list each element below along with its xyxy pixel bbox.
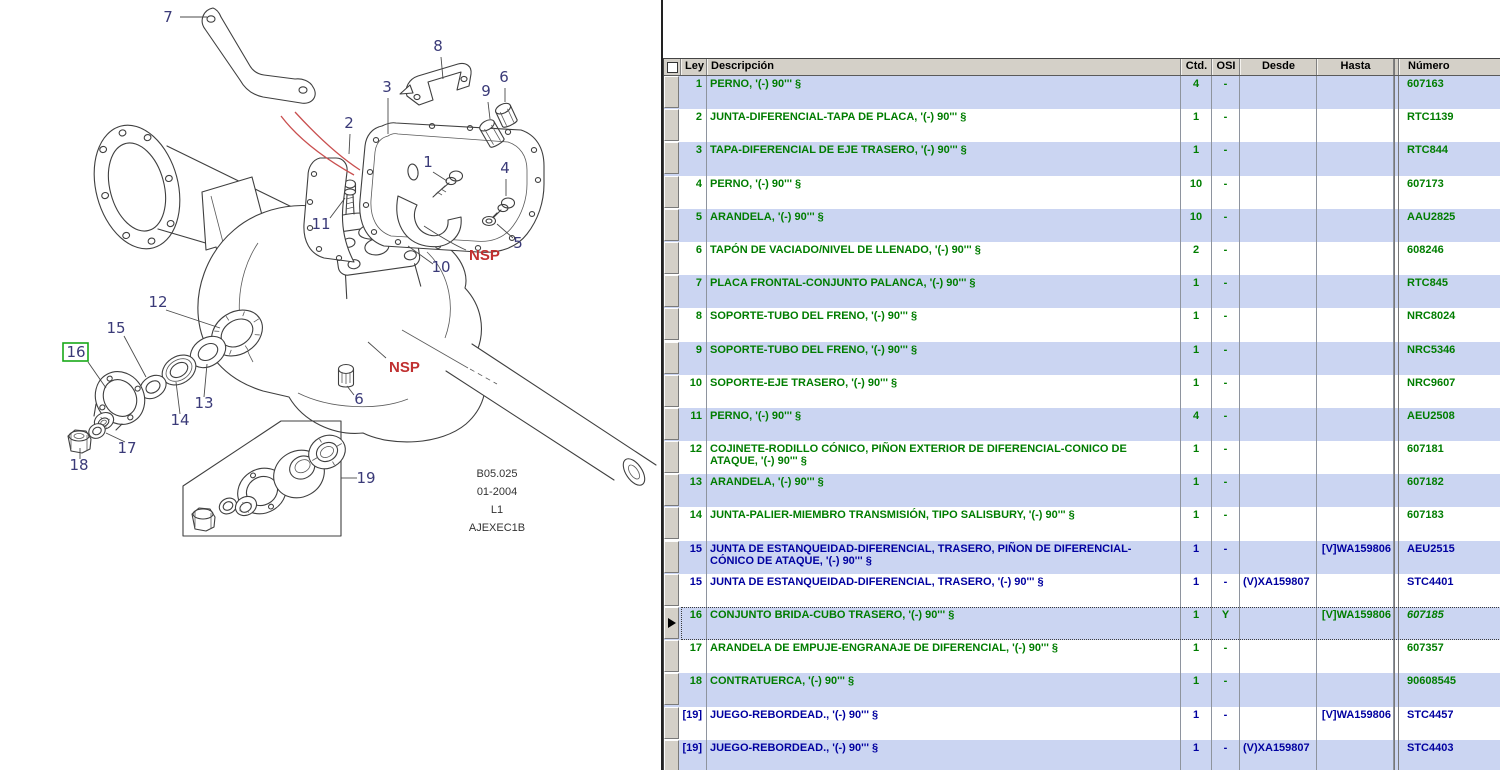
cell-desde <box>1240 308 1317 341</box>
cell-descripcion: SOPORTE-EJE TRASERO, '(-) 90''' § <box>707 375 1181 408</box>
cell-osi: - <box>1212 176 1240 209</box>
table-row[interactable] <box>664 673 1500 706</box>
cell-numero: RTC845 <box>1399 275 1500 308</box>
cell-hasta <box>1317 308 1394 341</box>
cell-osi: - <box>1212 740 1240 770</box>
row-gutter <box>664 541 681 574</box>
cell-numero: RTC844 <box>1399 142 1500 175</box>
callout-6-bottom[interactable]: 6 <box>354 390 364 408</box>
cell-descripcion: CONTRATUERCA, '(-) 90''' § <box>707 673 1181 706</box>
cell-ley: 3 <box>681 142 707 175</box>
part-locknut-18 <box>68 430 91 453</box>
cell-ctd: 1 <box>1181 142 1212 175</box>
header-hasta[interactable]: Hasta <box>1317 59 1394 75</box>
sheet-date: 01-2004 <box>476 486 518 498</box>
table-row[interactable] <box>664 507 1500 540</box>
sheet-line: L1 <box>490 504 504 516</box>
header-osi[interactable]: OSI <box>1212 59 1240 75</box>
cell-osi: - <box>1212 541 1240 574</box>
table-row[interactable] <box>664 176 1500 209</box>
table-row[interactable] <box>664 574 1500 607</box>
cell-numero: NRC5346 <box>1399 342 1500 375</box>
callout-4[interactable]: 4 <box>500 159 510 177</box>
row-selector-button[interactable] <box>664 607 679 639</box>
cell-desde <box>1240 242 1317 275</box>
cell-desde <box>1240 541 1317 574</box>
cell-ctd: 1 <box>1181 375 1212 408</box>
cell-hasta <box>1317 342 1394 375</box>
cell-numero: STC4457 <box>1399 707 1500 740</box>
table-row[interactable] <box>664 109 1500 142</box>
cell-osi: - <box>1212 707 1240 740</box>
cell-ley: 7 <box>681 275 707 308</box>
cell-ctd: 1 <box>1181 441 1212 474</box>
cell-osi: - <box>1212 142 1240 175</box>
cell-ley: 11 <box>681 408 707 441</box>
table-row[interactable] <box>664 441 1500 474</box>
cell-numero: 607357 <box>1399 640 1500 673</box>
row-selector-button[interactable] <box>664 408 679 440</box>
table-row[interactable] <box>664 242 1500 275</box>
row-selector-button[interactable] <box>664 541 679 573</box>
cell-descripcion: SOPORTE-TUBO DEL FRENO, '(-) 90''' § <box>707 342 1181 375</box>
header-descripcion[interactable]: Descripción <box>707 59 1181 75</box>
cell-numero: 90608545 <box>1399 673 1500 706</box>
row-gutter <box>664 76 681 109</box>
cell-descripcion: ARANDELA, '(-) 90''' § <box>707 474 1181 507</box>
row-gutter <box>664 142 681 175</box>
cell-osi: - <box>1212 441 1240 474</box>
cell-ley: 13 <box>681 474 707 507</box>
row-selector-button[interactable] <box>664 109 679 141</box>
cell-desde <box>1240 474 1317 507</box>
sheet-id: AJEXEC1B <box>468 522 526 534</box>
callout-9[interactable]: 9 <box>481 82 491 100</box>
cell-descripcion: COJINETE-RODILLO CÓNICO, PIÑON EXTERIOR DE DIFERENCIAL-CONICO DE ATAQUE, '(-) 90''' § <box>707 441 1181 474</box>
cell-desde <box>1240 441 1317 474</box>
cell-hasta: [V]WA159806 <box>1317 607 1394 640</box>
cell-ley: 8 <box>681 308 707 341</box>
part-flange-kit-19 <box>183 421 351 536</box>
cell-osi: - <box>1212 342 1240 375</box>
callout-10[interactable]: 10 <box>431 258 451 276</box>
cell-descripcion: JUNTA-PALIER-MIEMBRO TRANSMISIÓN, TIPO SALISBURY, '(-) 90''' § <box>707 507 1181 540</box>
cell-numero: 607183 <box>1399 507 1500 540</box>
cell-ctd: 1 <box>1181 607 1212 640</box>
cell-hasta <box>1317 109 1394 142</box>
row-selector-button[interactable] <box>664 242 679 274</box>
callout-16[interactable]: 16 <box>66 343 86 361</box>
cell-ley: 2 <box>681 109 707 142</box>
nsp-label-2: NSP <box>389 359 420 376</box>
row-gutter <box>664 441 681 474</box>
row-selector-button[interactable] <box>664 740 679 770</box>
callout-3[interactable]: 3 <box>382 78 392 96</box>
cell-numero: 607182 <box>1399 474 1500 507</box>
cell-osi: Y <box>1212 607 1240 640</box>
table-row[interactable] <box>664 209 1500 242</box>
cell-desde <box>1240 275 1317 308</box>
cell-descripcion: TAPÓN DE VACIADO/NIVEL DE LLENADO, '(-) 90''' § <box>707 242 1181 275</box>
cell-ley: 14 <box>681 507 707 540</box>
row-selector-button[interactable] <box>664 342 679 374</box>
select-all-checkbox[interactable] <box>667 62 678 73</box>
row-selector-button[interactable] <box>664 375 679 407</box>
cell-hasta <box>1317 176 1394 209</box>
row-gutter <box>664 574 681 607</box>
cell-hasta <box>1317 574 1394 607</box>
cell-numero: 608246 <box>1399 242 1500 275</box>
cell-ley: 4 <box>681 176 707 209</box>
part-rear-cover <box>360 123 544 253</box>
cell-ctd: 1 <box>1181 707 1212 740</box>
table-row[interactable] <box>664 275 1500 308</box>
cell-descripcion: SOPORTE-TUBO DEL FRENO, '(-) 90''' § <box>707 308 1181 341</box>
select-all-header[interactable] <box>664 59 681 75</box>
cell-hasta <box>1317 740 1394 770</box>
cell-descripcion: ARANDELA, '(-) 90''' § <box>707 209 1181 242</box>
cell-ctd: 1 <box>1181 640 1212 673</box>
cell-osi: - <box>1212 673 1240 706</box>
cell-osi: - <box>1212 408 1240 441</box>
cell-hasta <box>1317 640 1394 673</box>
row-selector-button[interactable] <box>664 308 679 340</box>
table-row[interactable] <box>664 474 1500 507</box>
cell-ley: [19] <box>681 707 707 740</box>
cell-osi: - <box>1212 109 1240 142</box>
cell-osi: - <box>1212 76 1240 109</box>
row-gutter <box>664 176 681 209</box>
cell-descripcion: JUNTA-DIFERENCIAL-TAPA DE PLACA, '(-) 90''' § <box>707 109 1181 142</box>
cell-ctd: 1 <box>1181 275 1212 308</box>
cell-ley: [19] <box>681 740 707 770</box>
cell-ley: 1 <box>681 76 707 109</box>
cell-ley: 6 <box>681 242 707 275</box>
row-gutter <box>664 242 681 275</box>
table-row[interactable] <box>664 541 1500 574</box>
cell-hasta: [V]WA159806 <box>1317 541 1394 574</box>
row-selector-button[interactable] <box>664 275 679 307</box>
cell-numero: NRC8024 <box>1399 308 1500 341</box>
parts-table-header <box>664 59 1500 76</box>
row-selector-button[interactable] <box>664 209 679 241</box>
part-filler-plug <box>494 101 518 128</box>
parts-table-body <box>664 76 1500 770</box>
cell-descripcion: PERNO, '(-) 90''' § <box>707 176 1181 209</box>
cell-numero: RTC1139 <box>1399 109 1500 142</box>
row-gutter <box>664 342 681 375</box>
diagram-footer <box>469 468 525 534</box>
row-selector-button[interactable] <box>664 707 679 739</box>
table-row[interactable] <box>664 375 1500 408</box>
table-row[interactable] <box>664 707 1500 740</box>
cell-ctd: 2 <box>1181 242 1212 275</box>
cell-hasta <box>1317 275 1394 308</box>
row-gutter <box>664 109 681 142</box>
row-gutter <box>664 640 681 673</box>
callout-14[interactable]: 14 <box>170 411 190 429</box>
callout-18[interactable]: 18 <box>69 456 89 474</box>
row-gutter <box>664 673 681 706</box>
cell-hasta <box>1317 142 1394 175</box>
row-selector-button[interactable] <box>664 640 679 672</box>
cell-desde <box>1240 673 1317 706</box>
part-washer-5 <box>483 217 496 226</box>
cell-hasta <box>1317 474 1394 507</box>
callout-12[interactable]: 12 <box>148 293 168 311</box>
row-gutter <box>664 209 681 242</box>
callout-5[interactable]: 5 <box>513 234 523 252</box>
table-row[interactable] <box>664 408 1500 441</box>
cell-ctd: 1 <box>1181 109 1212 142</box>
row-gutter <box>664 507 681 540</box>
cell-osi: - <box>1212 640 1240 673</box>
cell-ctd: 10 <box>1181 209 1212 242</box>
cell-numero: AEU2515 <box>1399 541 1500 574</box>
cell-numero: STC4403 <box>1399 740 1500 770</box>
row-selector-button[interactable] <box>664 441 679 473</box>
row-gutter <box>664 308 681 341</box>
cell-ctd: 1 <box>1181 342 1212 375</box>
cell-desde <box>1240 640 1317 673</box>
cell-numero: 607181 <box>1399 441 1500 474</box>
part-pipe-bracket <box>400 63 471 105</box>
header-desde[interactable]: Desde <box>1240 59 1317 75</box>
cell-ctd: 4 <box>1181 76 1212 109</box>
cell-desde <box>1240 209 1317 242</box>
row-gutter <box>664 408 681 441</box>
cell-ley: 16 <box>681 607 707 640</box>
row-selector-button[interactable] <box>664 507 679 539</box>
row-gutter <box>664 707 681 740</box>
callout-11[interactable]: 11 <box>311 215 331 233</box>
cell-desde <box>1240 375 1317 408</box>
row-selector-button[interactable] <box>664 142 679 174</box>
cell-ctd: 1 <box>1181 574 1212 607</box>
callout-13[interactable]: 13 <box>194 394 214 412</box>
callout-17[interactable]: 17 <box>117 439 137 457</box>
table-row[interactable] <box>664 607 1500 640</box>
cell-ley: 15 <box>681 541 707 574</box>
header-ctd[interactable]: Ctd. <box>1181 59 1212 75</box>
row-selector-button[interactable] <box>664 574 679 606</box>
cell-descripcion: ARANDELA DE EMPUJE-ENGRANAJE DE DIFERENCIAL, '(-) 90''' § <box>707 640 1181 673</box>
part-stud-bolt <box>345 180 356 214</box>
row-gutter <box>664 474 681 507</box>
callout-2[interactable]: 2 <box>344 114 354 132</box>
row-gutter <box>664 740 681 770</box>
cell-ley: 17 <box>681 640 707 673</box>
cell-desde: (V)XA159807 <box>1240 740 1317 770</box>
cell-desde <box>1240 607 1317 640</box>
callout-15[interactable]: 15 <box>106 319 126 337</box>
cell-ley: 10 <box>681 375 707 408</box>
cell-ctd: 10 <box>1181 176 1212 209</box>
callout-7[interactable]: 7 <box>163 8 173 26</box>
header-numero[interactable]: Número <box>1399 59 1500 75</box>
cell-desde <box>1240 76 1317 109</box>
part-lever-bracket <box>202 8 315 103</box>
table-row[interactable] <box>664 308 1500 341</box>
table-row[interactable] <box>664 142 1500 175</box>
row-selector-button[interactable] <box>664 76 679 108</box>
cell-numero: NRC9607 <box>1399 375 1500 408</box>
cell-desde: (V)XA159807 <box>1240 574 1317 607</box>
cell-osi: - <box>1212 209 1240 242</box>
cell-numero: AAU2825 <box>1399 209 1500 242</box>
cell-numero: 607185 <box>1399 607 1500 640</box>
cell-hasta <box>1317 76 1394 109</box>
cell-osi: - <box>1212 507 1240 540</box>
cell-descripcion: JUNTA DE ESTANQUEIDAD-DIFERENCIAL, TRASERO, PIÑON DE DIFERENCIAL-CÓNICO DE ATAQUE, '(-) 90''' § <box>707 541 1181 574</box>
cell-ley: 9 <box>681 342 707 375</box>
cell-descripcion: TAPA-DIFERENCIAL DE EJE TRASERO, '(-) 90''' § <box>707 142 1181 175</box>
cell-ctd: 1 <box>1181 740 1212 770</box>
cell-desde <box>1240 142 1317 175</box>
cell-osi: - <box>1212 275 1240 308</box>
cell-osi: - <box>1212 474 1240 507</box>
cell-ctd: 1 <box>1181 541 1212 574</box>
cell-ctd: 1 <box>1181 507 1212 540</box>
row-selector-button[interactable] <box>664 474 679 506</box>
cell-ctd: 1 <box>1181 308 1212 341</box>
parts-table <box>663 58 1500 770</box>
table-row[interactable] <box>664 342 1500 375</box>
cell-desde <box>1240 176 1317 209</box>
cell-descripcion: CONJUNTO BRIDA-CUBO TRASERO, '(-) 90''' § <box>707 607 1181 640</box>
callout-8[interactable]: 8 <box>433 37 443 55</box>
row-selector-button[interactable] <box>664 673 679 705</box>
cell-hasta <box>1317 408 1394 441</box>
table-row[interactable] <box>664 640 1500 673</box>
header-ley[interactable]: Ley <box>681 59 707 75</box>
cell-desde <box>1240 408 1317 441</box>
cell-hasta <box>1317 673 1394 706</box>
callout-6-top[interactable]: 6 <box>499 68 509 86</box>
cell-osi: - <box>1212 574 1240 607</box>
nsp-label-1: NSP <box>469 247 500 264</box>
cell-numero: 607163 <box>1399 76 1500 109</box>
row-selector-button[interactable] <box>664 176 679 208</box>
cell-desde <box>1240 109 1317 142</box>
cell-descripcion: PLACA FRONTAL-CONJUNTO PALANCA, '(-) 90''' § <box>707 275 1181 308</box>
row-gutter <box>664 375 681 408</box>
table-row[interactable] <box>664 740 1500 770</box>
cell-numero: STC4401 <box>1399 574 1500 607</box>
cell-desde <box>1240 507 1317 540</box>
cell-desde <box>1240 707 1317 740</box>
cell-ley: 12 <box>681 441 707 474</box>
cell-numero: 607173 <box>1399 176 1500 209</box>
cell-desde <box>1240 342 1317 375</box>
cell-descripcion: PERNO, '(-) 90''' § <box>707 76 1181 109</box>
cell-hasta: [V]WA159806 <box>1317 707 1394 740</box>
row-gutter <box>664 275 681 308</box>
cell-descripcion: JUEGO-REBORDEAD., '(-) 90''' § <box>707 740 1181 770</box>
cell-descripcion: JUEGO-REBORDEAD., '(-) 90''' § <box>707 707 1181 740</box>
cell-osi: - <box>1212 242 1240 275</box>
row-gutter <box>664 607 681 640</box>
cell-ley: 5 <box>681 209 707 242</box>
cell-numero: AEU2508 <box>1399 408 1500 441</box>
diagram-panel <box>0 0 661 770</box>
cell-descripcion: JUNTA DE ESTANQUEIDAD-DIFERENCIAL, TRASERO, '(-) 90''' § <box>707 574 1181 607</box>
callout-19[interactable]: 19 <box>356 469 376 487</box>
cell-hasta <box>1317 375 1394 408</box>
sheet-code: B05.025 <box>476 468 518 480</box>
cell-osi: - <box>1212 308 1240 341</box>
table-row[interactable] <box>664 76 1500 109</box>
cell-hasta <box>1317 209 1394 242</box>
current-row-arrow-icon <box>668 618 676 628</box>
cell-osi: - <box>1212 375 1240 408</box>
cell-hasta <box>1317 242 1394 275</box>
callout-1[interactable]: 1 <box>423 153 433 171</box>
cell-ctd: 4 <box>1181 408 1212 441</box>
cell-ley: 15 <box>681 574 707 607</box>
cell-descripcion: PERNO, '(-) 90''' § <box>707 408 1181 441</box>
cell-ley: 18 <box>681 673 707 706</box>
cell-ctd: 1 <box>1181 474 1212 507</box>
cell-ctd: 1 <box>1181 673 1212 706</box>
cell-hasta <box>1317 507 1394 540</box>
cell-hasta <box>1317 441 1394 474</box>
